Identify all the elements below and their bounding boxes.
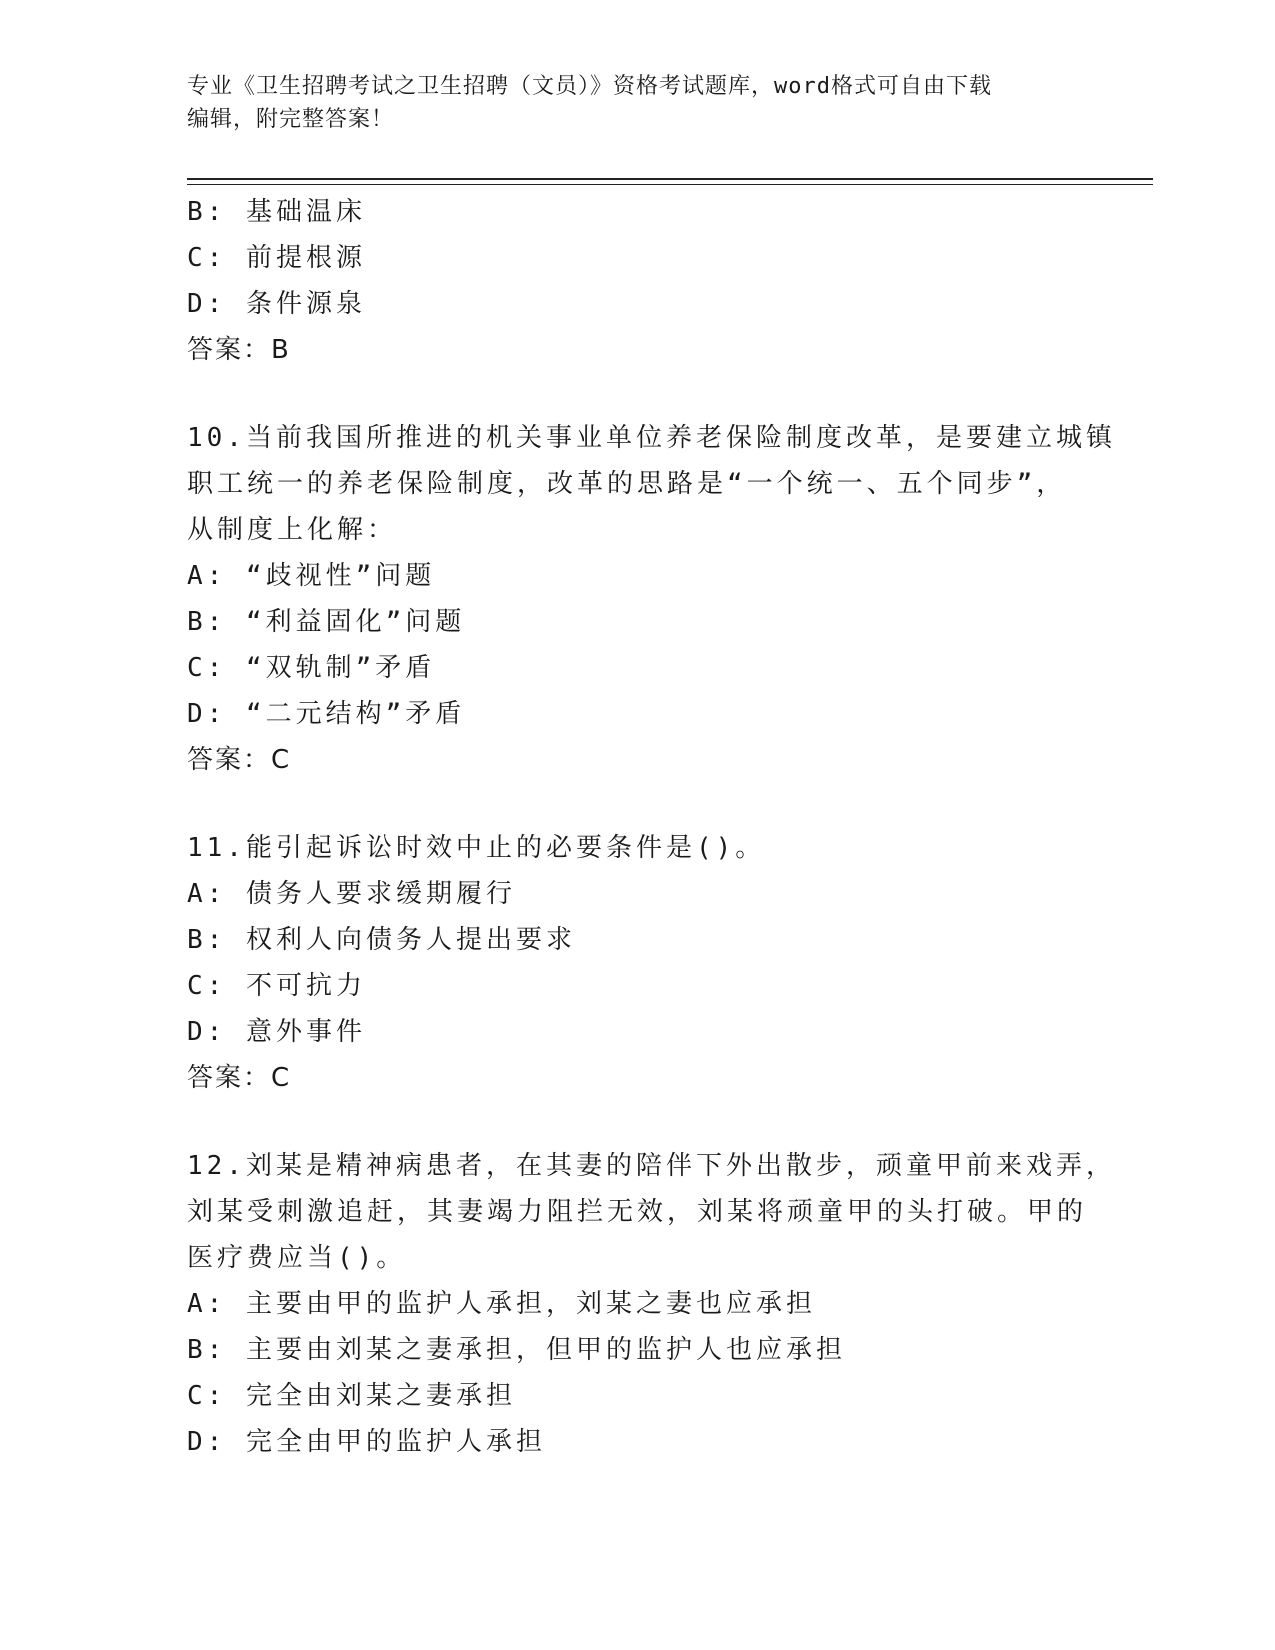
question-list (187, 189, 1116, 1465)
question-stem-line: 从制度上化解： (187, 515, 398, 545)
option-b: B: 基础温床 (187, 197, 366, 227)
question-stem-line: 刘某受刺激追赶，其妻竭力阻拦无效，刘某将顽童甲的头打破。甲的 (187, 1197, 1088, 1227)
question-12 (187, 1143, 1116, 1465)
option-a: A: 债务人要求缓期履行 (187, 879, 516, 909)
option-c: C: 完全由刘某之妻承担 (187, 1381, 516, 1411)
question-stem-line: 医疗费应当()。 (187, 1243, 407, 1273)
option-c: C: 前提根源 (187, 243, 366, 273)
answer-line: 答案：B (187, 335, 291, 365)
option-c: C: 不可抗力 (187, 971, 366, 1001)
question-stem-line: 职工统一的养老保险制度，改革的思路是“一个统一、五个同步”， (187, 469, 1067, 499)
question-11 (187, 825, 1087, 1101)
document-header (187, 70, 1087, 136)
option-d: D: “二元结构”矛盾 (187, 699, 466, 729)
header-line-2: 编辑，附完整答案！ (187, 107, 395, 132)
option-a: A: “歧视性”问题 (187, 561, 436, 591)
option-d: D: 意外事件 (187, 1017, 366, 1047)
option-b: B: 权利人向债务人提出要求 (187, 925, 576, 955)
header-divider-thin (187, 184, 1153, 185)
question-stem-line: 12.刘某是精神病患者，在其妻的陪伴下外出散步，顽童甲前来戏弄， (187, 1151, 1116, 1181)
question-9-continuation (187, 189, 1087, 373)
option-b: B: 主要由刘某之妻承担，但甲的监护人也应承担 (187, 1335, 846, 1365)
option-a: A: 主要由甲的监护人承担，刘某之妻也应承担 (187, 1289, 816, 1319)
header-divider-thick (187, 178, 1153, 180)
answer-line: 答案：C (187, 745, 292, 775)
header-line-1: 专业《卫生招聘考试之卫生招聘（文员）》资格考试题库，word格式可自由下载 (187, 74, 992, 99)
option-b: B: “利益固化”问题 (187, 607, 466, 637)
option-d: D: 条件源泉 (187, 289, 366, 319)
answer-line: 答案：C (187, 1063, 292, 1093)
question-stem-line: 11.能引起诉讼时效中止的必要条件是()。 (187, 833, 766, 863)
option-d: D: 完全由甲的监护人承担 (187, 1427, 546, 1457)
question-stem-line: 10.当前我国所推进的机关事业单位养老保险制度改革，是要建立城镇 (187, 423, 1116, 453)
option-c: C: “双轨制”矛盾 (187, 653, 436, 683)
question-10 (187, 415, 1116, 783)
